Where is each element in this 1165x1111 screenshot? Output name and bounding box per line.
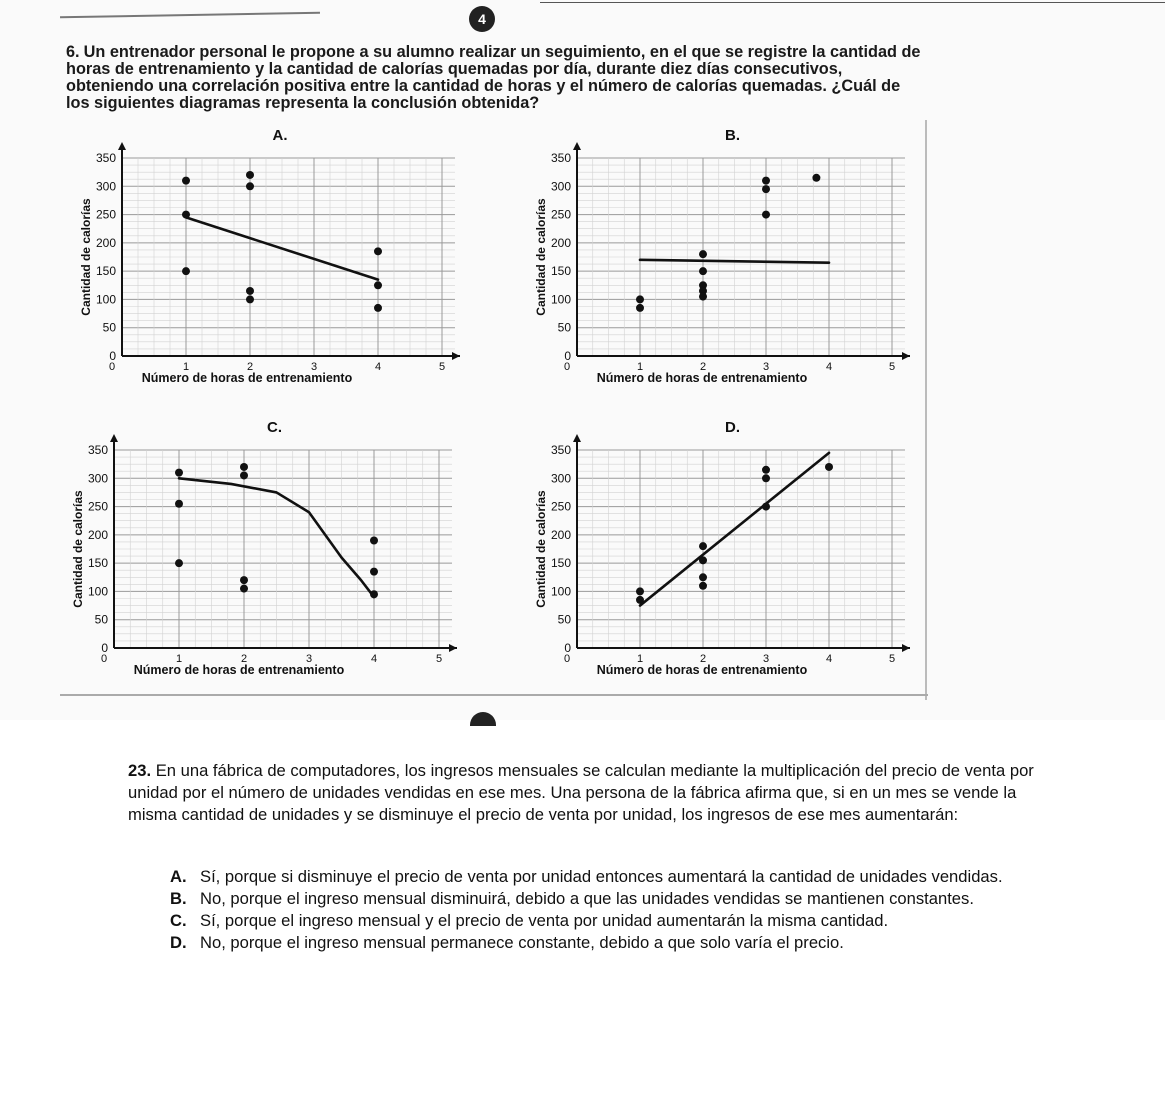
trend-line xyxy=(640,260,829,263)
data-point xyxy=(762,185,770,193)
y-tick-label: 350 xyxy=(550,443,571,457)
data-point xyxy=(175,559,183,567)
answer-option-d[interactable] xyxy=(170,932,1036,954)
x-axis-arrow xyxy=(902,352,910,360)
option-text: No, porque el ingreso mensual disminuirá, debido a que las unidades vendidas se mantienen constantes. xyxy=(200,889,974,908)
y-tick-label: 150 xyxy=(87,556,108,571)
y-axis-label: Cantidad de calorías xyxy=(71,490,85,608)
x-tick-label: 0 xyxy=(563,361,571,373)
y-tick-label: 0 xyxy=(564,349,571,363)
x-tick-label: 4 xyxy=(374,361,382,373)
data-point xyxy=(374,247,382,255)
x-tick-label: 0 xyxy=(563,653,571,665)
y-tick-label: 50 xyxy=(557,612,571,627)
data-point xyxy=(175,469,183,477)
data-point xyxy=(246,171,254,179)
y-tick-label: 100 xyxy=(87,584,108,599)
answer-option-a[interactable] xyxy=(170,866,1036,888)
option-letter: C. xyxy=(170,911,187,930)
x-tick-label: 3 xyxy=(305,653,313,665)
data-point xyxy=(240,585,248,593)
y-tick-label: 250 xyxy=(87,499,108,514)
x-tick-label: 4 xyxy=(370,653,378,665)
y-axis-arrow xyxy=(118,142,126,150)
chart-d xyxy=(525,420,920,690)
y-tick-label: 350 xyxy=(95,151,116,165)
data-point xyxy=(182,211,190,219)
y-tick-label: 250 xyxy=(550,207,571,222)
y-tick-label: 350 xyxy=(87,443,108,457)
x-axis-label: Número de horas de entrenamiento xyxy=(596,663,808,677)
question-6 xyxy=(66,44,922,112)
question-23 xyxy=(128,760,1036,826)
y-tick-label: 0 xyxy=(101,641,108,655)
data-point xyxy=(636,596,644,604)
x-axis-arrow xyxy=(449,644,457,652)
x-tick-label: 3 xyxy=(762,653,770,665)
x-tick-label: 1 xyxy=(636,653,644,665)
chart-title: D. xyxy=(725,419,740,436)
x-tick-label: 1 xyxy=(182,361,190,373)
y-tick-label: 50 xyxy=(557,320,571,335)
data-point xyxy=(636,295,644,303)
y-axis-label: Cantidad de calorías xyxy=(534,490,548,608)
y-tick-label: 200 xyxy=(550,527,571,542)
y-tick-label: 50 xyxy=(94,612,108,627)
option-letter: D. xyxy=(170,933,187,952)
chart-title: C. xyxy=(267,419,282,436)
data-point xyxy=(762,177,770,185)
data-point xyxy=(246,182,254,190)
x-tick-label: 2 xyxy=(699,653,707,665)
x-axis-label: Número de horas de entrenamiento xyxy=(141,371,353,385)
data-point xyxy=(182,177,190,185)
data-point xyxy=(175,500,183,508)
chart-a xyxy=(70,128,470,398)
y-tick-label: 0 xyxy=(109,349,116,363)
box-border xyxy=(60,694,928,696)
x-tick-label: 5 xyxy=(438,361,446,373)
y-axis-arrow xyxy=(573,142,581,150)
data-point xyxy=(699,582,707,590)
y-tick-label: 250 xyxy=(95,207,116,222)
y-tick-label: 200 xyxy=(95,235,116,250)
x-tick-label: 0 xyxy=(100,653,108,665)
answer-option-b[interactable] xyxy=(170,888,1036,910)
data-point xyxy=(636,304,644,312)
x-axis-label: Número de horas de entrenamiento xyxy=(133,663,345,677)
y-tick-label: 300 xyxy=(550,179,571,194)
x-axis-label: Número de horas de entrenamiento xyxy=(596,371,808,385)
x-tick-label: 1 xyxy=(175,653,183,665)
y-tick-label: 150 xyxy=(550,264,571,279)
page-edge-line xyxy=(540,2,1165,3)
data-point xyxy=(699,556,707,564)
data-point xyxy=(374,304,382,312)
answer-option-c[interactable] xyxy=(170,910,1036,932)
y-tick-label: 50 xyxy=(102,320,116,335)
page-number-badge: 4 xyxy=(469,6,495,32)
data-point xyxy=(825,463,833,471)
data-point xyxy=(636,587,644,595)
data-point xyxy=(762,211,770,219)
y-tick-label: 300 xyxy=(95,179,116,194)
y-tick-label: 0 xyxy=(564,641,571,655)
answer-options xyxy=(170,866,1036,954)
data-point xyxy=(374,281,382,289)
y-tick-label: 100 xyxy=(550,292,571,307)
data-point xyxy=(699,573,707,581)
y-tick-label: 100 xyxy=(550,584,571,599)
y-axis-arrow xyxy=(573,434,581,442)
question-text: En una fábrica de computadores, los ingresos mensuales se calculan mediante la multiplicación del precio de venta por unidad por el número de unidades vendidas en ese mes. Una persona de la fábrica afirma que, si en un mes se vende la misma cantidad de unidades y se disminuye el precio de venta por unidad, los ingresos de ese mes aumentarán: xyxy=(128,761,1034,824)
y-tick-label: 200 xyxy=(550,235,571,250)
x-tick-label: 4 xyxy=(825,361,833,373)
x-tick-label: 2 xyxy=(699,361,707,373)
data-point xyxy=(370,568,378,576)
y-tick-label: 350 xyxy=(550,151,571,165)
data-point xyxy=(370,590,378,598)
data-point xyxy=(762,466,770,474)
option-text: Sí, porque si disminuye el precio de venta por unidad entonces aumentará la cantidad de unidades vendidas. xyxy=(200,867,1003,886)
x-tick-label: 3 xyxy=(310,361,318,373)
data-point xyxy=(762,474,770,482)
data-point xyxy=(370,537,378,545)
y-tick-label: 150 xyxy=(550,556,571,571)
x-tick-label: 2 xyxy=(246,361,254,373)
y-tick-label: 200 xyxy=(87,527,108,542)
x-tick-label: 5 xyxy=(435,653,443,665)
data-point xyxy=(699,293,707,301)
x-tick-label: 5 xyxy=(888,653,896,665)
question-text: Un entrenador personal le propone a su alumno realizar un seguimiento, en el que se registre la cantidad de horas de entrenamiento y la cantidad de calorías quemadas por día, durante diez días consecutivos, obteniendo una correlación positiva entre la cantidad de horas y el número de calorías quemadas. ¿Cuál de los siguientes diagramas representa la conclusión obtenida? xyxy=(66,43,921,112)
data-point xyxy=(812,174,820,182)
x-tick-label: 2 xyxy=(240,653,248,665)
x-tick-label: 0 xyxy=(108,361,116,373)
y-tick-label: 300 xyxy=(550,471,571,486)
data-point xyxy=(699,250,707,258)
x-tick-label: 5 xyxy=(888,361,896,373)
y-tick-label: 300 xyxy=(87,471,108,486)
data-point xyxy=(240,463,248,471)
option-text: Sí, porque el ingreso mensual y el precio de venta por unidad aumentarán la misma cantidad. xyxy=(200,911,889,930)
option-text: No, porque el ingreso mensual permanece constante, debido a que solo varía el precio. xyxy=(200,933,844,952)
chart-title: B. xyxy=(725,127,740,144)
data-point xyxy=(246,295,254,303)
x-axis-arrow xyxy=(452,352,460,360)
chart-title: A. xyxy=(272,127,288,144)
data-point xyxy=(240,576,248,584)
data-point xyxy=(182,267,190,275)
y-axis-arrow xyxy=(110,434,118,442)
chart-b xyxy=(525,128,920,398)
data-point xyxy=(240,471,248,479)
x-tick-label: 1 xyxy=(636,361,644,373)
y-tick-label: 150 xyxy=(95,264,116,279)
question-number: 23. xyxy=(128,761,152,780)
data-point xyxy=(699,267,707,275)
data-point xyxy=(246,287,254,295)
question-number: 6. xyxy=(66,43,80,61)
chart-c xyxy=(62,420,467,690)
y-axis-label: Cantidad de calorías xyxy=(79,198,93,316)
y-tick-label: 250 xyxy=(550,499,571,514)
option-letter: B. xyxy=(170,889,187,908)
x-tick-label: 3 xyxy=(762,361,770,373)
y-tick-label: 100 xyxy=(95,292,116,307)
data-point xyxy=(699,542,707,550)
option-letter: A. xyxy=(170,867,187,886)
box-border xyxy=(925,120,927,700)
x-axis-arrow xyxy=(902,644,910,652)
y-axis-label: Cantidad de calorías xyxy=(534,198,548,316)
data-point xyxy=(762,503,770,511)
x-tick-label: 4 xyxy=(825,653,833,665)
